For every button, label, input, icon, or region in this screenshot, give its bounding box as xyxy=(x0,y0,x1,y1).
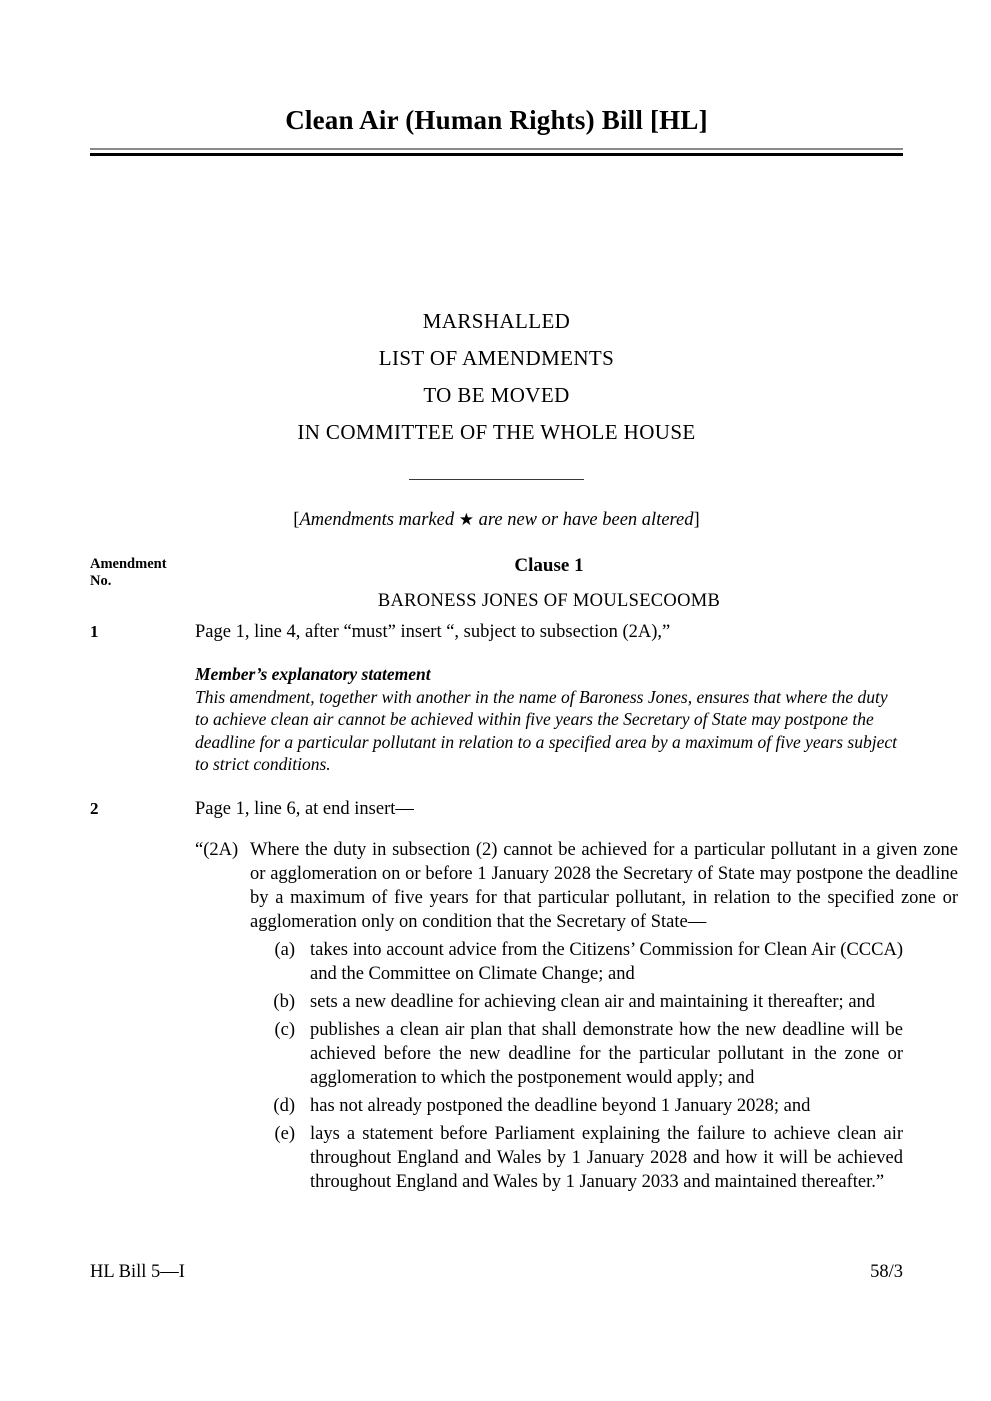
sub-item-text-b: sets a new deadline for achieving clean air and maintaining it thereafter; and xyxy=(310,992,876,1012)
explanatory-statement-body: This amendment, together with another in the name of Baroness Jones, ensures that where the duty to achieve clean air cannot be achieved within five years the Secretary of State may postpone the deadline for a particular pollutant in relation to a specified area by a maximum of five years subject to strict conditions. xyxy=(195,686,897,774)
heading-short-rule xyxy=(90,467,903,485)
page-title: Clean Air (Human Rights) Bill [HL] xyxy=(285,105,708,135)
sub-item-text-c: publishes a clean air plan that shall demonstrate how the new deadline will be achieved before the new deadline for the particular pollutant in the zone or agglomeration to which the postponement would apply; and xyxy=(310,1020,903,1088)
sub-item-text-a: takes into account advice from the Citizens’ Commission for Clean Air (CCCA) and the Committee on Climate Change; and xyxy=(310,940,903,984)
amendment-no-header-line2: No. xyxy=(90,573,112,589)
explanatory-statement-title: Member’s explanatory statement xyxy=(195,664,431,684)
list-item xyxy=(195,1094,903,1118)
heading-line-marshalled: MARSHALLED xyxy=(422,309,571,333)
inserted-subsection-2a xyxy=(195,838,958,934)
inserted-subsection-marker: “(2A) xyxy=(195,840,239,860)
inserted-subsection-text: Where the duty in subsection (2) cannot be achieved for a particular pollutant in a given zone or agglomeration on or before 1 January 2028 the Secretary of State may postpone the deadline by a maximum of five years for that particular pollutant, in relation to the specified zone or agglomeration only on condition that the Secretary of State— xyxy=(250,840,958,932)
amendment-text-1: Page 1, line 4, after “must” insert “, subject to subsection (2A),” xyxy=(195,622,671,642)
sub-item-letter-a: (a) xyxy=(274,940,295,960)
sub-item-text-e: lays a statement before Parliament explaining the failure to achieve clean air throughout England and Wales by 1 January 2028 and how it will be achieved throughout England and Wales by 1 January 2033 and maintained thereafter.” xyxy=(310,1124,903,1192)
list-item xyxy=(195,1122,903,1194)
list-item xyxy=(195,938,903,986)
sub-item-letter-d: (d) xyxy=(273,1096,295,1116)
sub-item-text-d: has not already postponed the deadline beyond 1 January 2028; and xyxy=(310,1096,811,1116)
title-divider xyxy=(90,148,903,156)
heading-line-to-be-moved: TO BE MOVED xyxy=(423,383,570,407)
sub-item-letter-c: (c) xyxy=(274,1020,295,1040)
amendment-no-header-line1: Amendment xyxy=(90,556,167,572)
amendment-text-2: Page 1, line 6, at end insert— xyxy=(195,799,414,819)
heading-line-in-committee: IN COMMITTEE OF THE WHOLE HOUSE xyxy=(297,420,696,444)
star-note xyxy=(90,510,903,531)
star-note-text-before: Amendments marked xyxy=(299,510,459,530)
star-note-text-after: are new or have been altered xyxy=(473,510,694,530)
page-footer xyxy=(90,1262,903,1283)
star-icon: ★ xyxy=(458,510,474,529)
marshalled-heading-block xyxy=(90,303,903,451)
inserted-sub-items-list xyxy=(195,938,903,1198)
sub-item-letter-b: (b) xyxy=(273,992,295,1012)
star-note-close-bracket: ] xyxy=(693,510,700,530)
list-item xyxy=(195,990,903,1014)
list-item xyxy=(195,1018,903,1090)
amendment-number-2: 2 xyxy=(90,799,99,818)
sub-item-letter-e: (e) xyxy=(274,1124,295,1144)
heading-line-list-of-amendments: LIST OF AMENDMENTS xyxy=(378,346,615,370)
explanatory-statement-1 xyxy=(195,663,903,776)
clause-heading: Clause 1 xyxy=(514,555,584,576)
amendment-no-column-header xyxy=(90,556,167,590)
star-note-open-bracket: [ xyxy=(293,510,300,530)
amendment-number-1: 1 xyxy=(90,622,99,641)
footer-bill-reference: HL Bill 5—I xyxy=(90,1262,185,1282)
footer-page-number: 58/3 xyxy=(870,1262,903,1282)
sponsor-name: BARONESS JONES OF MOULSECOOMB xyxy=(377,591,721,611)
divider-thick-line xyxy=(90,153,903,156)
